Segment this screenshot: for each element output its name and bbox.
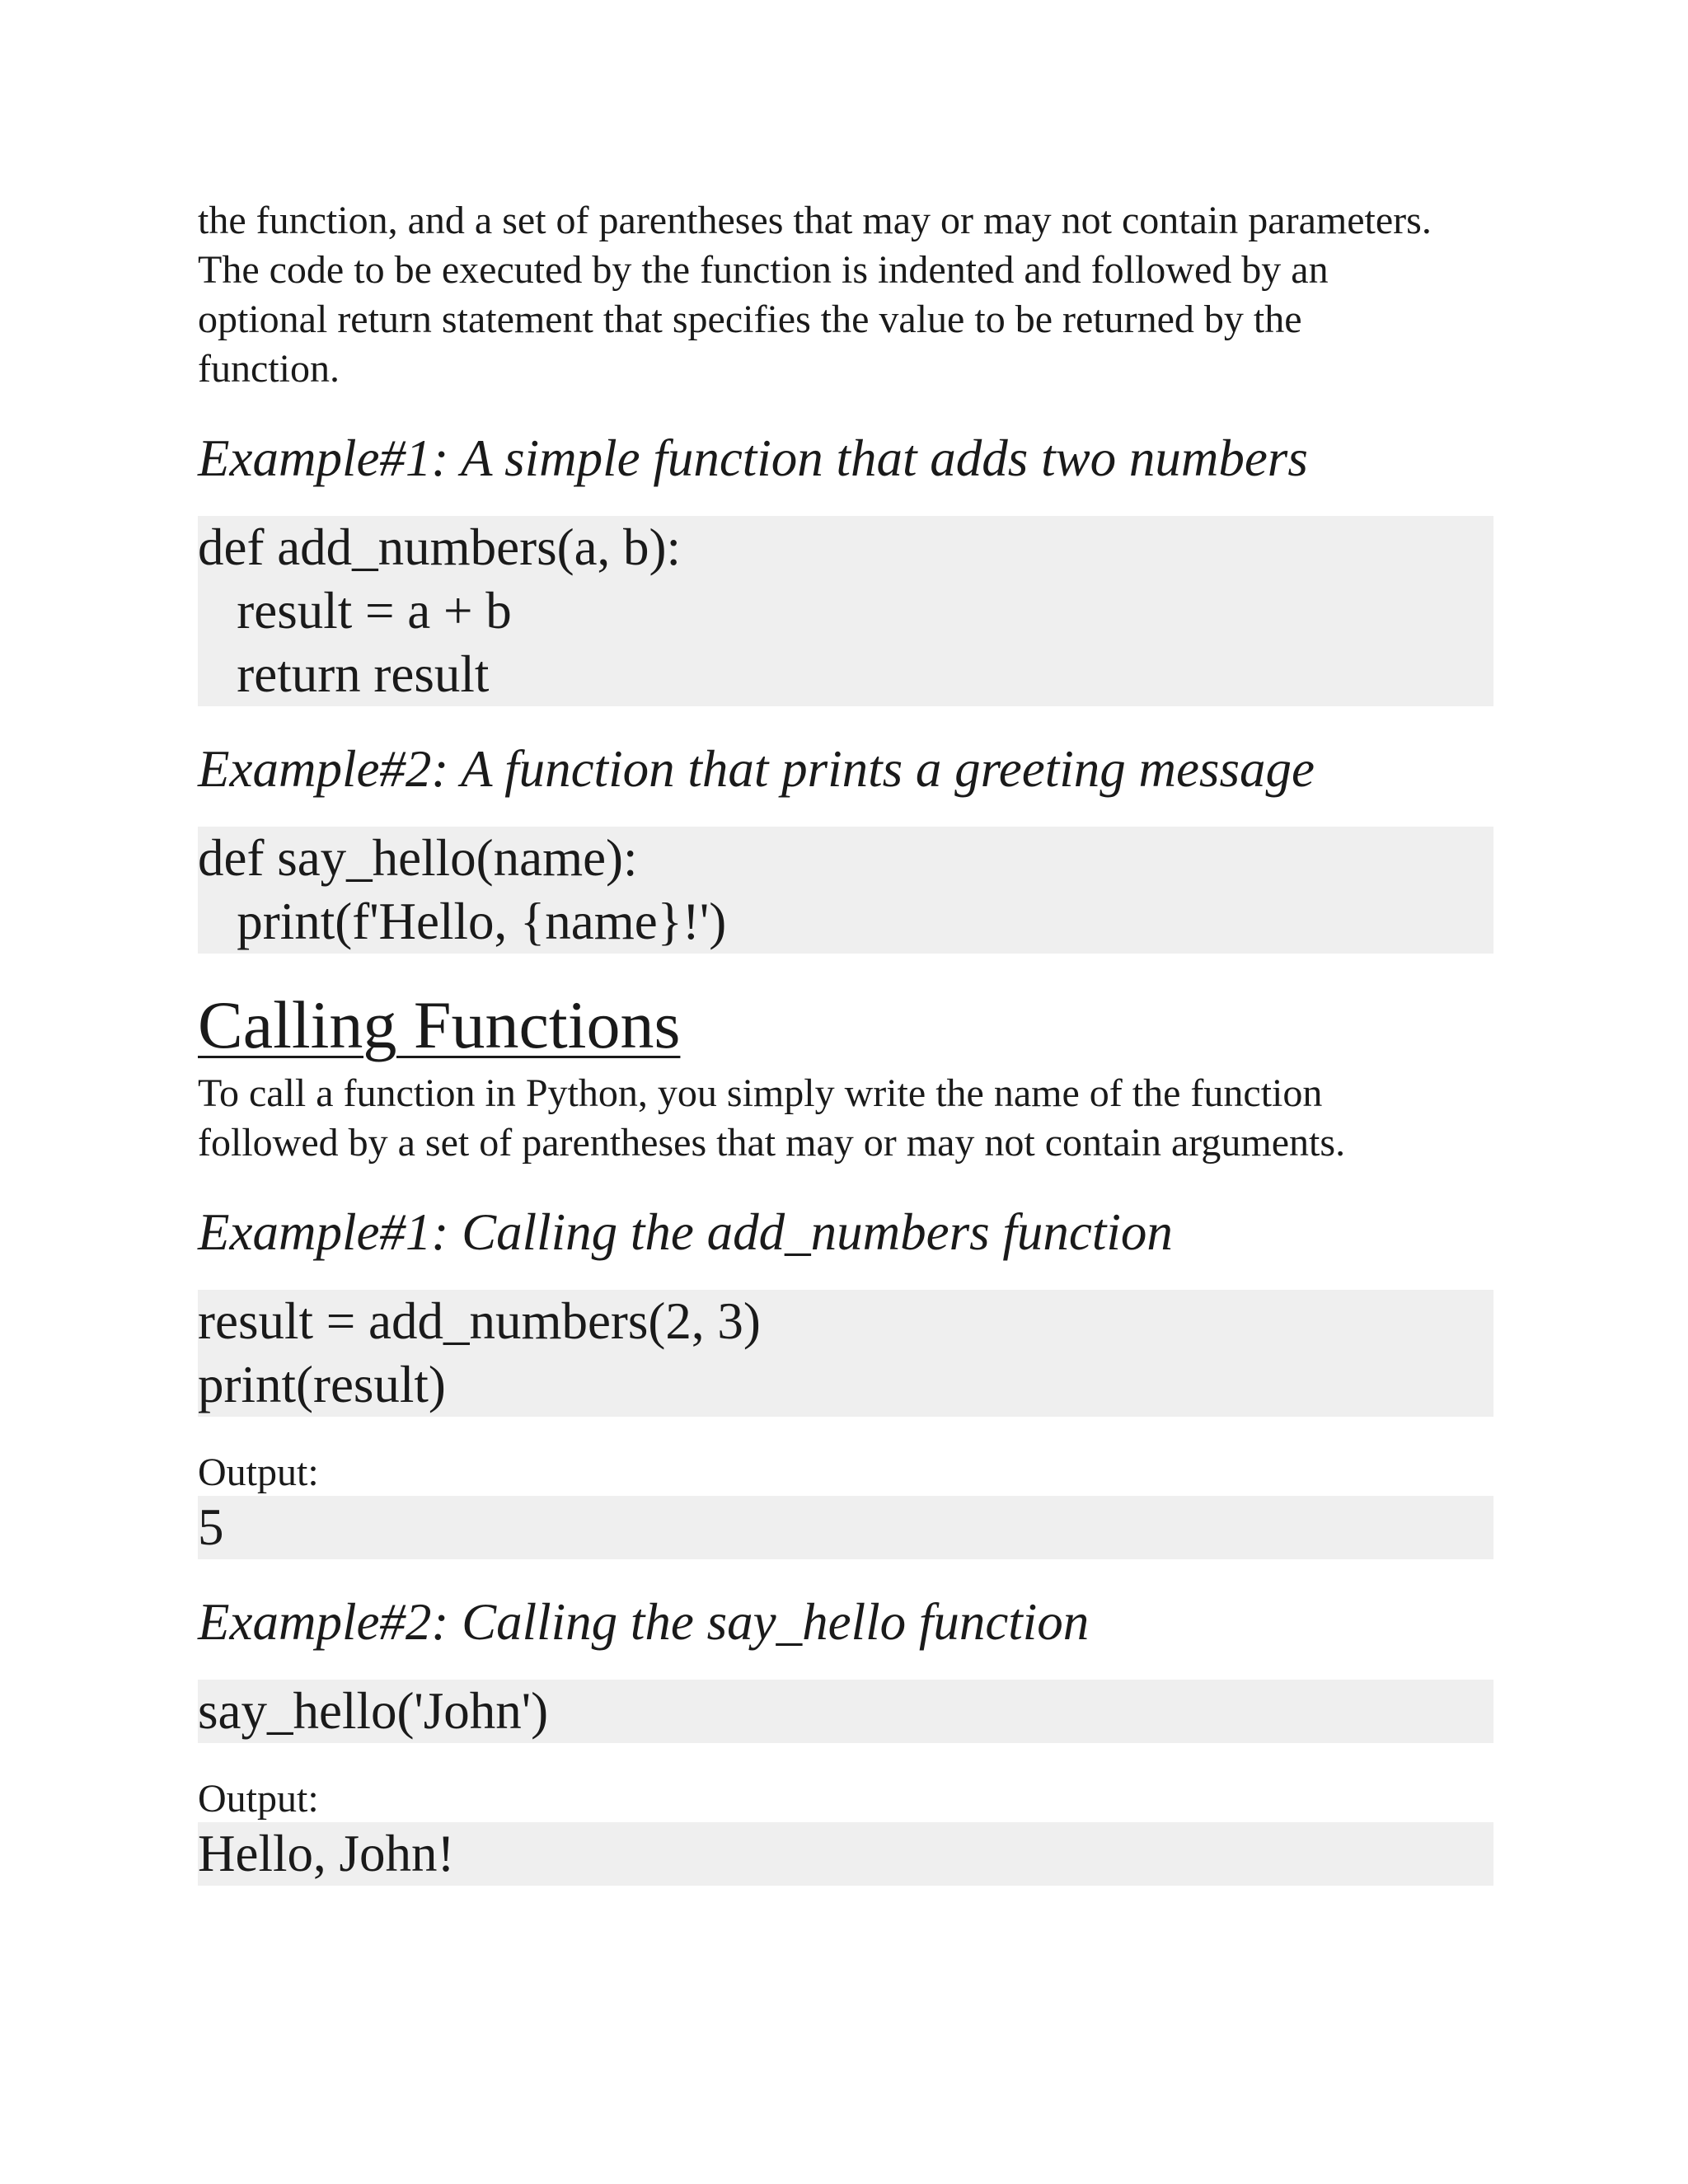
code-block-add-numbers bbox=[198, 516, 1493, 706]
calling-line-2: followed by a set of parentheses that may or may not contain arguments. bbox=[198, 1121, 1346, 1165]
example-2-heading: Example#2: A function that prints a greeting message bbox=[198, 740, 1315, 798]
intro-paragraph bbox=[198, 196, 1493, 394]
code-line: print(result) bbox=[198, 1356, 446, 1413]
calling-line-1: To call a function in Python, you simply write the name of the function bbox=[198, 1071, 1323, 1115]
code-line: return result bbox=[198, 645, 490, 703]
code-block-call-add-numbers bbox=[198, 1290, 1493, 1417]
output-block-say-hello: Hello, John! bbox=[198, 1822, 1493, 1886]
code-line: say_hello('John') bbox=[198, 1682, 549, 1740]
code-line: print(f'Hello, {name}!') bbox=[198, 893, 727, 950]
calling-functions-heading: Calling Functions bbox=[198, 987, 681, 1062]
calling-paragraph bbox=[198, 1069, 1493, 1168]
calling-example-1-heading: Example#1: Calling the add_numbers function bbox=[198, 1203, 1173, 1261]
code-block-say-hello bbox=[198, 827, 1493, 954]
code-line: result = a + b bbox=[198, 582, 512, 640]
intro-line-3: optional return statement that specifies the value to be returned by the bbox=[198, 298, 1302, 341]
intro-line-1: the function, and a set of parentheses that may or may not contain parameters. bbox=[198, 199, 1432, 242]
output-label: Output: bbox=[198, 1777, 319, 1821]
code-line: def say_hello(name): bbox=[198, 829, 638, 887]
calling-example-2-heading: Example#2: Calling the say_hello function bbox=[198, 1593, 1090, 1651]
output-block-add-numbers: 5 bbox=[198, 1496, 1493, 1559]
intro-line-2: The code to be executed by the function is indented and followed by an bbox=[198, 248, 1329, 292]
code-line: result = add_numbers(2, 3) bbox=[198, 1292, 761, 1350]
code-block-call-say-hello bbox=[198, 1680, 1493, 1743]
output-label: Output: bbox=[198, 1451, 319, 1494]
intro-line-4: function. bbox=[198, 347, 340, 391]
document-page bbox=[198, 196, 1493, 1917]
code-line: def add_numbers(a, b): bbox=[198, 518, 682, 576]
example-1-heading: Example#1: A simple function that adds two numbers bbox=[198, 429, 1308, 487]
